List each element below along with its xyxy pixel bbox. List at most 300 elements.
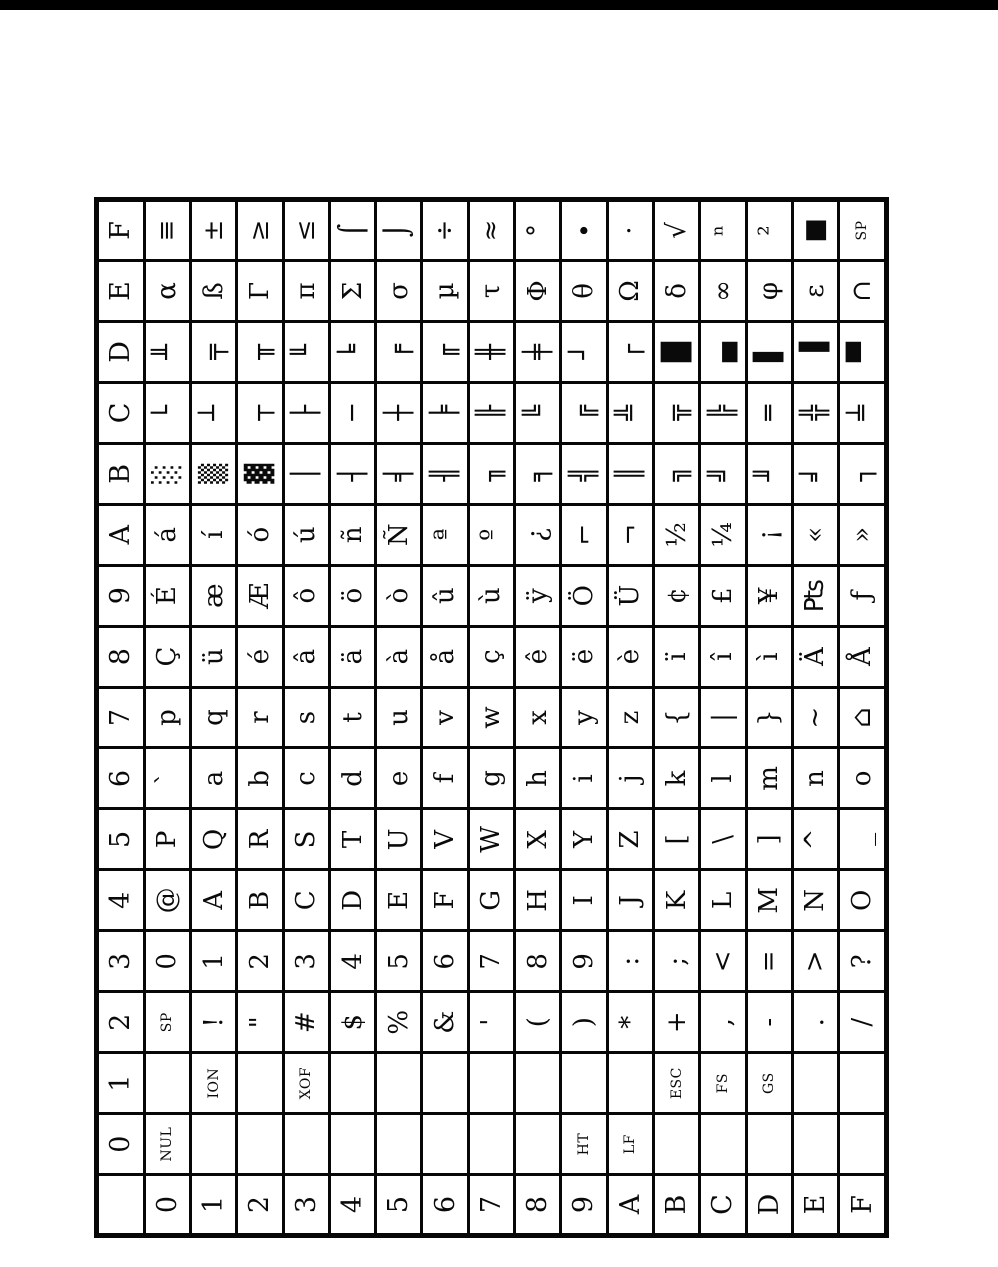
char-cell: ╕ — [515, 443, 561, 504]
char-cell: s — [283, 687, 329, 748]
char-cell: ê — [515, 626, 561, 687]
char-cell: ε — [792, 261, 838, 322]
char-cell: @ — [144, 870, 190, 931]
char-cell: ≈ — [468, 200, 514, 261]
char-cell: n — [792, 748, 838, 809]
char-cell: XOF — [283, 1053, 329, 1114]
char-cell — [376, 1053, 422, 1114]
char-cell: g — [468, 748, 514, 809]
char-cell: ┌ — [607, 321, 653, 382]
char-cell: ╞ — [422, 382, 468, 443]
row-header: 7 — [468, 1175, 514, 1236]
char-cell: ⌠ — [329, 200, 375, 261]
char-cell: ~ — [792, 687, 838, 748]
char-cell: E — [376, 870, 422, 931]
char-cell: Ü — [607, 565, 653, 626]
char-cell: É — [144, 565, 190, 626]
char-cell: ╪ — [515, 321, 561, 382]
char-cell: í — [190, 504, 236, 565]
char-cell: ₧ — [792, 565, 838, 626]
char-cell: m — [746, 748, 792, 809]
char-cell: ┴ — [190, 382, 236, 443]
char-cell: ┼ — [376, 382, 422, 443]
char-row — [190, 200, 236, 1236]
char-cell: ▀ — [839, 321, 887, 382]
char-cell: | — [700, 687, 746, 748]
char-cell: ( — [515, 992, 561, 1053]
char-cell: ╨ — [144, 321, 190, 382]
char-cell: I — [561, 870, 607, 931]
char-cell: µ — [422, 261, 468, 322]
char-cell: W — [468, 809, 514, 870]
col-header: 5 — [97, 809, 145, 870]
char-cell: ¿ — [515, 504, 561, 565]
char-cell: 9 — [561, 931, 607, 992]
char-cell: : — [607, 931, 653, 992]
col-header: 8 — [97, 626, 145, 687]
row-header: B — [653, 1175, 699, 1236]
char-cell: ╩ — [607, 382, 653, 443]
char-cell: l — [700, 748, 746, 809]
char-cell: £ — [700, 565, 746, 626]
char-cell: · — [607, 200, 653, 261]
char-cell: ╔ — [561, 382, 607, 443]
char-cell: ≤ — [283, 200, 329, 261]
char-cell: î — [700, 626, 746, 687]
char-cell — [561, 1053, 607, 1114]
char-row — [561, 200, 607, 1236]
char-cell: ) — [561, 992, 607, 1053]
char-cell: Q — [190, 809, 236, 870]
char-cell: è — [607, 626, 653, 687]
char-cell: S — [283, 809, 329, 870]
char-cell: ¡ — [746, 504, 792, 565]
char-cell: ° — [515, 200, 561, 261]
char-cell: √ — [653, 200, 699, 261]
char-cell: i — [561, 748, 607, 809]
char-cell: { — [653, 687, 699, 748]
row-header: 0 — [144, 1175, 190, 1236]
char-cell: φ — [746, 261, 792, 322]
char-cell: - — [746, 992, 792, 1053]
char-cell: ╜ — [746, 443, 792, 504]
char-cell: ╘ — [329, 321, 375, 382]
char-cell: ä — [329, 626, 375, 687]
char-cell: ⌂ — [839, 687, 887, 748]
char-cell: ░ — [144, 443, 190, 504]
col-header: 2 — [97, 992, 145, 1053]
col-header: F — [97, 200, 145, 261]
char-cell: ▌ — [746, 321, 792, 382]
char-cell: B — [237, 870, 283, 931]
char-cell: 4 — [329, 931, 375, 992]
char-cell — [190, 1114, 236, 1175]
char-cell: Ñ — [376, 504, 422, 565]
char-cell: ! — [190, 992, 236, 1053]
char-cell: δ — [653, 261, 699, 322]
char-cell: ÿ — [515, 565, 561, 626]
char-row — [792, 200, 838, 1236]
char-cell: c — [283, 748, 329, 809]
code-chart-rotated-container — [94, 197, 889, 1238]
header-row — [97, 200, 145, 1236]
char-cell: » — [839, 504, 887, 565]
char-cell: a — [190, 748, 236, 809]
char-cell: / — [839, 992, 887, 1053]
row-header: 5 — [376, 1175, 422, 1236]
char-cell: ║ — [607, 443, 653, 504]
char-cell: ╙ — [283, 321, 329, 382]
char-cell: r — [237, 687, 283, 748]
char-cell: K — [653, 870, 699, 931]
char-cell: } — [746, 687, 792, 748]
char-cell: b — [237, 748, 283, 809]
corner-cell — [97, 1175, 145, 1236]
char-cell: ╦ — [653, 382, 699, 443]
char-cell: ╟ — [468, 382, 514, 443]
char-cell: v — [422, 687, 468, 748]
char-cell — [376, 1114, 422, 1175]
char-cell: ╥ — [237, 321, 283, 382]
char-cell: ï — [653, 626, 699, 687]
char-cell: _ — [839, 809, 887, 870]
col-header: 6 — [97, 748, 145, 809]
char-cell: ION — [190, 1053, 236, 1114]
char-cell: O — [839, 870, 887, 931]
char-cell: º — [468, 504, 514, 565]
char-cell: ▓ — [237, 443, 283, 504]
char-row — [700, 200, 746, 1236]
char-cell: ╧ — [839, 382, 887, 443]
char-cell: % — [376, 992, 422, 1053]
char-cell: " — [237, 992, 283, 1053]
char-cell: V — [422, 809, 468, 870]
row-header: 1 — [190, 1175, 236, 1236]
char-row — [329, 200, 375, 1236]
char-cell: Φ — [515, 261, 561, 322]
char-cell: σ — [376, 261, 422, 322]
col-header: D — [97, 321, 145, 382]
char-cell — [515, 1114, 561, 1175]
char-cell: w — [468, 687, 514, 748]
char-cell: d — [329, 748, 375, 809]
char-cell: ╢ — [422, 443, 468, 504]
char-cell: 3 — [283, 931, 329, 992]
char-cell: C — [283, 870, 329, 931]
char-cell: ∙ — [561, 200, 607, 261]
char-cell: F — [422, 870, 468, 931]
char-cell: q — [190, 687, 236, 748]
char-cell: 0 — [144, 931, 190, 992]
char-cell: α — [144, 261, 190, 322]
code-chart-table — [94, 197, 889, 1238]
char-cell — [422, 1053, 468, 1114]
row-header: 2 — [237, 1175, 283, 1236]
char-cell: , — [700, 992, 746, 1053]
char-cell: ú — [283, 504, 329, 565]
char-cell: [ — [653, 809, 699, 870]
col-header: C — [97, 382, 145, 443]
char-cell: ≡ — [144, 200, 190, 261]
char-cell: A — [190, 870, 236, 931]
char-row — [746, 200, 792, 1236]
char-cell — [468, 1053, 514, 1114]
char-cell: é — [237, 626, 283, 687]
char-cell: ┬ — [237, 382, 283, 443]
char-cell: 1 — [190, 931, 236, 992]
scan-artifact-top-bar — [0, 0, 998, 10]
row-header: E — [792, 1175, 838, 1236]
col-header: 0 — [97, 1114, 145, 1175]
char-cell: ñ — [329, 504, 375, 565]
char-cell: ╚ — [515, 382, 561, 443]
char-cell: ╡ — [376, 443, 422, 504]
char-cell: ╖ — [468, 443, 514, 504]
char-cell: G — [468, 870, 514, 931]
char-cell — [700, 1114, 746, 1175]
char-cell: # — [283, 992, 329, 1053]
char-cell: = — [746, 931, 792, 992]
row-header: 8 — [515, 1175, 561, 1236]
char-cell: FS — [700, 1053, 746, 1114]
char-cell: GS — [746, 1053, 792, 1114]
char-cell: ¬ — [607, 504, 653, 565]
char-cell — [468, 1114, 514, 1175]
char-cell: ╗ — [653, 443, 699, 504]
char-cell — [329, 1053, 375, 1114]
char-cell: ≥ — [237, 200, 283, 261]
char-cell: á — [144, 504, 190, 565]
char-cell: ╛ — [792, 443, 838, 504]
char-cell: ç — [468, 626, 514, 687]
char-cell — [237, 1114, 283, 1175]
char-cell — [746, 1114, 792, 1175]
char-cell: NUL — [144, 1114, 190, 1175]
char-cell: à — [376, 626, 422, 687]
row-header: F — [839, 1175, 887, 1236]
char-cell: Y — [561, 809, 607, 870]
char-cell — [144, 1053, 190, 1114]
char-row — [376, 200, 422, 1236]
char-cell: ╒ — [376, 321, 422, 382]
char-cell: j — [607, 748, 653, 809]
char-cell: N — [792, 870, 838, 931]
char-cell: ├ — [283, 382, 329, 443]
char-cell — [792, 1053, 838, 1114]
char-cell: █ — [653, 321, 699, 382]
char-cell: Ö — [561, 565, 607, 626]
char-cell: ⌐ — [561, 504, 607, 565]
char-cell: LF — [607, 1114, 653, 1175]
char-cell: ┐ — [839, 443, 887, 504]
char-cell: ⁿ — [700, 200, 746, 261]
char-cell: Ç — [144, 626, 190, 687]
char-cell: û — [422, 565, 468, 626]
char-cell: f — [422, 748, 468, 809]
char-cell: ½ — [653, 504, 699, 565]
char-row — [468, 200, 514, 1236]
char-cell: x — [515, 687, 561, 748]
char-cell: ƒ — [839, 565, 887, 626]
char-cell: ô — [283, 565, 329, 626]
char-cell: æ — [190, 565, 236, 626]
char-cell: p — [144, 687, 190, 748]
char-cell: ' — [468, 992, 514, 1053]
char-cell: ┘ — [561, 321, 607, 382]
col-header: A — [97, 504, 145, 565]
char-cell: ┤ — [329, 443, 375, 504]
char-row — [607, 200, 653, 1236]
char-cell: k — [653, 748, 699, 809]
char-cell: ª — [422, 504, 468, 565]
char-cell: ∞ — [700, 261, 746, 322]
char-cell: å — [422, 626, 468, 687]
char-cell: 2 — [237, 931, 283, 992]
char-cell: « — [792, 504, 838, 565]
char-cell: ¥ — [746, 565, 792, 626]
char-cell: ± — [190, 200, 236, 261]
row-header: 9 — [561, 1175, 607, 1236]
row-header: 6 — [422, 1175, 468, 1236]
char-cell — [283, 1114, 329, 1175]
col-header: 7 — [97, 687, 145, 748]
char-cell: X — [515, 809, 561, 870]
char-cell — [792, 1114, 838, 1175]
char-cell: ó — [237, 504, 283, 565]
char-cell: R — [237, 809, 283, 870]
char-cell: T — [329, 809, 375, 870]
row-header: C — [700, 1175, 746, 1236]
char-cell — [515, 1053, 561, 1114]
char-cell: P — [144, 809, 190, 870]
char-cell: \ — [700, 809, 746, 870]
char-cell — [329, 1114, 375, 1175]
char-cell: D — [329, 870, 375, 931]
char-cell: ÷ — [422, 200, 468, 261]
char-cell: o — [839, 748, 887, 809]
char-cell: t — [329, 687, 375, 748]
char-cell: z — [607, 687, 653, 748]
char-cell: HT — [561, 1114, 607, 1175]
char-cell: ¢ — [653, 565, 699, 626]
char-row — [515, 200, 561, 1236]
char-cell — [422, 1114, 468, 1175]
char-cell: H — [515, 870, 561, 931]
char-cell: ù — [468, 565, 514, 626]
char-cell: M — [746, 870, 792, 931]
char-cell: & — [422, 992, 468, 1053]
char-cell: h — [515, 748, 561, 809]
char-cell: $ — [329, 992, 375, 1053]
char-cell: ╫ — [468, 321, 514, 382]
char-cell: < — [700, 931, 746, 992]
char-cell: ² — [746, 200, 792, 261]
char-cell: ⌡ — [376, 200, 422, 261]
char-cell — [237, 1053, 283, 1114]
char-cell: SP — [839, 200, 887, 261]
col-header: 9 — [97, 565, 145, 626]
char-cell: ╓ — [422, 321, 468, 382]
char-cell: Ω — [607, 261, 653, 322]
char-cell: ë — [561, 626, 607, 687]
char-row — [283, 200, 329, 1236]
char-cell: ß — [190, 261, 236, 322]
char-cell: Å — [839, 626, 887, 687]
char-cell: └ — [144, 382, 190, 443]
char-cell: L — [700, 870, 746, 931]
char-cell: ¼ — [700, 504, 746, 565]
char-row — [237, 200, 283, 1236]
char-row — [422, 200, 468, 1236]
char-cell: ö — [329, 565, 375, 626]
char-cell: ▄ — [700, 321, 746, 382]
col-header: E — [97, 261, 145, 322]
char-cell: ═ — [746, 382, 792, 443]
char-cell: ü — [190, 626, 236, 687]
char-cell — [839, 1114, 887, 1175]
char-cell: 8 — [515, 931, 561, 992]
char-cell: . — [792, 992, 838, 1053]
col-header: 4 — [97, 870, 145, 931]
char-cell: ▒ — [190, 443, 236, 504]
char-cell: 6 — [422, 931, 468, 992]
char-cell: │ — [283, 443, 329, 504]
char-cell: ò — [376, 565, 422, 626]
char-cell: ? — [839, 931, 887, 992]
char-cell: Æ — [237, 565, 283, 626]
char-cell: ^ — [792, 809, 838, 870]
char-cell: ■ — [792, 200, 838, 261]
char-cell — [607, 1053, 653, 1114]
char-cell — [839, 1053, 887, 1114]
char-cell: y — [561, 687, 607, 748]
row-header: D — [746, 1175, 792, 1236]
char-cell: ─ — [329, 382, 375, 443]
char-cell: ∩ — [839, 261, 887, 322]
col-header: 3 — [97, 931, 145, 992]
char-cell: 5 — [376, 931, 422, 992]
char-cell: Σ — [329, 261, 375, 322]
char-cell — [653, 1114, 699, 1175]
char-cell: Z — [607, 809, 653, 870]
char-cell: ] — [746, 809, 792, 870]
char-cell: e — [376, 748, 422, 809]
char-cell: ╬ — [792, 382, 838, 443]
row-header: A — [607, 1175, 653, 1236]
char-row — [144, 200, 190, 1236]
char-cell: u — [376, 687, 422, 748]
char-row — [653, 200, 699, 1236]
char-cell: ESC — [653, 1053, 699, 1114]
char-cell: Γ — [237, 261, 283, 322]
char-cell: ` — [144, 748, 190, 809]
col-header: B — [97, 443, 145, 504]
char-cell: * — [607, 992, 653, 1053]
col-header: 1 — [97, 1053, 145, 1114]
char-cell: SP — [144, 992, 190, 1053]
char-cell: Ä — [792, 626, 838, 687]
char-cell: π — [283, 261, 329, 322]
char-cell: + — [653, 992, 699, 1053]
row-header: 4 — [329, 1175, 375, 1236]
row-header: 3 — [283, 1175, 329, 1236]
char-row — [839, 200, 887, 1236]
char-cell: ╝ — [700, 443, 746, 504]
char-cell: ╣ — [561, 443, 607, 504]
char-cell: ╠ — [700, 382, 746, 443]
char-cell: ▐ — [792, 321, 838, 382]
char-cell: J — [607, 870, 653, 931]
